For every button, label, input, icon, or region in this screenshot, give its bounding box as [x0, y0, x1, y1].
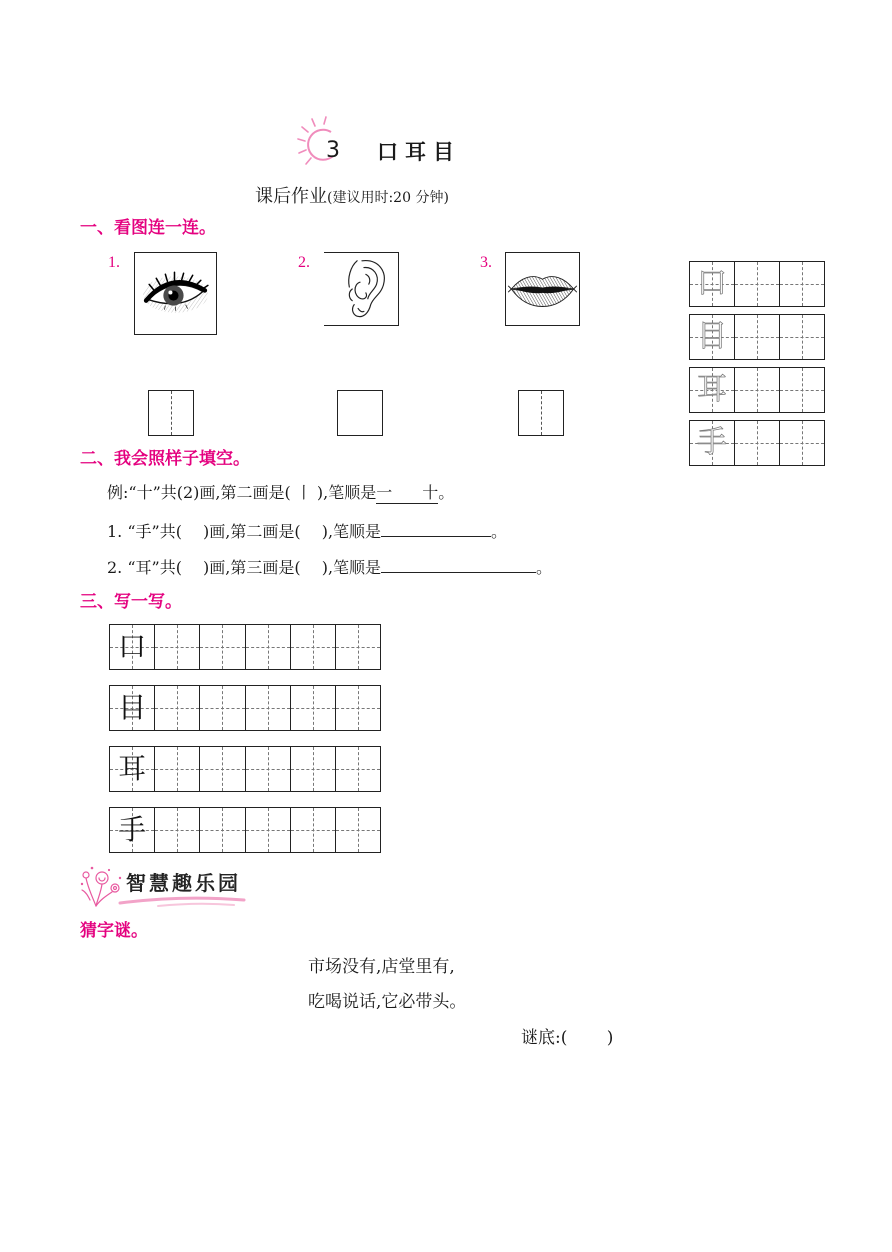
model-cell [110, 747, 155, 791]
blank-writing-cell [200, 808, 245, 852]
model-cell [110, 625, 155, 669]
section-heading-fill: 二、我会照样子填空。 [80, 449, 250, 469]
blank-writing-cell [291, 808, 336, 852]
homework-subtitle [255, 186, 449, 209]
grid-row [689, 261, 825, 307]
trace-character: 口 [697, 266, 727, 301]
example-text: 例:“十”共(2)画,第二画是( 丨 ),笔顺是 [107, 483, 377, 502]
blank-writing-cell [735, 262, 780, 306]
blank-writing-cell [246, 747, 291, 791]
question-text: 1. “手”共( )画,第二画是( ),笔顺是 [107, 522, 382, 541]
answer-box [518, 390, 564, 436]
answer-box [337, 390, 383, 436]
model-character: 手 [118, 813, 147, 846]
section-heading-write: 三、写一写。 [80, 592, 182, 612]
question-line [107, 519, 507, 542]
stroke-order-blank [381, 519, 491, 537]
blank-writing-cell [735, 421, 780, 465]
trace-character: 目 [697, 319, 727, 354]
answer-box [148, 390, 194, 436]
blank-writing-cell [336, 625, 381, 669]
grid-row [689, 367, 825, 413]
grid-row [109, 624, 381, 670]
blank-writing-cell [336, 808, 381, 852]
stroke-order-blank [381, 555, 536, 573]
grid-row [109, 746, 381, 792]
question-text: 2. “耳”共( )画,第三画是( ),笔顺是 [107, 558, 382, 577]
picture-number: 1. [108, 254, 120, 271]
fun-corner-logo-text: 智慧趣乐园 [126, 871, 241, 895]
example-line [107, 483, 454, 504]
blank-writing-cell [246, 808, 291, 852]
blank-writing-cell [200, 686, 245, 730]
trace-character-grid [689, 261, 825, 473]
model-cell [690, 315, 735, 359]
mouth-picture-frame [505, 252, 580, 326]
blank-writing-cell [200, 747, 245, 791]
blank-writing-cell [735, 368, 780, 412]
example-stroke-order [376, 483, 438, 504]
section-heading-match: 一、看图连一连。 [80, 218, 216, 238]
ear-picture-frame [324, 252, 399, 326]
model-character: 口 [118, 630, 147, 663]
line-end: 。 [438, 483, 455, 502]
blank-writing-cell [336, 686, 381, 730]
trace-character: 手 [697, 425, 727, 460]
grid-row [109, 685, 381, 731]
model-cell [690, 262, 735, 306]
blank-writing-cell [291, 625, 336, 669]
writing-practice-grid [109, 624, 381, 868]
blank-writing-cell [336, 747, 381, 791]
blank-writing-cell [735, 315, 780, 359]
grid-row [689, 314, 825, 360]
riddle-line: 吃喝说话,它必带头。 [308, 992, 467, 1012]
blank-writing-cell [246, 686, 291, 730]
model-character: 目 [118, 691, 147, 724]
stroke: 一 [376, 483, 393, 502]
model-cell [690, 421, 735, 465]
question-line [107, 555, 552, 578]
blank-writing-cell [780, 262, 825, 306]
ear-image [324, 253, 398, 325]
trace-character: 耳 [697, 372, 727, 407]
grid-row [689, 420, 825, 466]
blank-writing-cell [155, 747, 200, 791]
line-end: 。 [536, 558, 553, 577]
stroke: 十 [422, 483, 439, 502]
lesson-number: 3 [326, 138, 340, 163]
time-note: (建议用时:20 分钟) [327, 190, 449, 206]
blank-writing-cell [780, 368, 825, 412]
blank-writing-cell [200, 625, 245, 669]
riddle-heading: 猜字谜。 [80, 921, 148, 941]
riddle-line: 市场没有,店堂里有, [308, 957, 455, 977]
eye-picture-frame [134, 252, 217, 335]
logo-underline-swoosh [118, 893, 246, 909]
model-cell [690, 368, 735, 412]
grid-row [109, 807, 381, 853]
line-end: 。 [491, 522, 508, 541]
homework-label: 课后作业 [255, 186, 327, 207]
riddle-answer-label: 谜底:( ) [521, 1028, 614, 1048]
eye-image [135, 253, 216, 334]
blank-writing-cell [246, 625, 291, 669]
picture-number: 3. [480, 254, 492, 271]
blank-writing-cell [155, 625, 200, 669]
blank-writing-cell [780, 315, 825, 359]
model-cell [110, 808, 155, 852]
lesson-title: 口耳目 [377, 140, 461, 164]
mouth-image [506, 253, 579, 325]
model-character: 耳 [118, 752, 147, 785]
picture-number: 2. [298, 254, 310, 271]
blank-writing-cell [291, 686, 336, 730]
blank-writing-cell [155, 808, 200, 852]
blank-writing-cell [291, 747, 336, 791]
blank-writing-cell [155, 686, 200, 730]
model-cell [110, 686, 155, 730]
blank-writing-cell [780, 421, 825, 465]
